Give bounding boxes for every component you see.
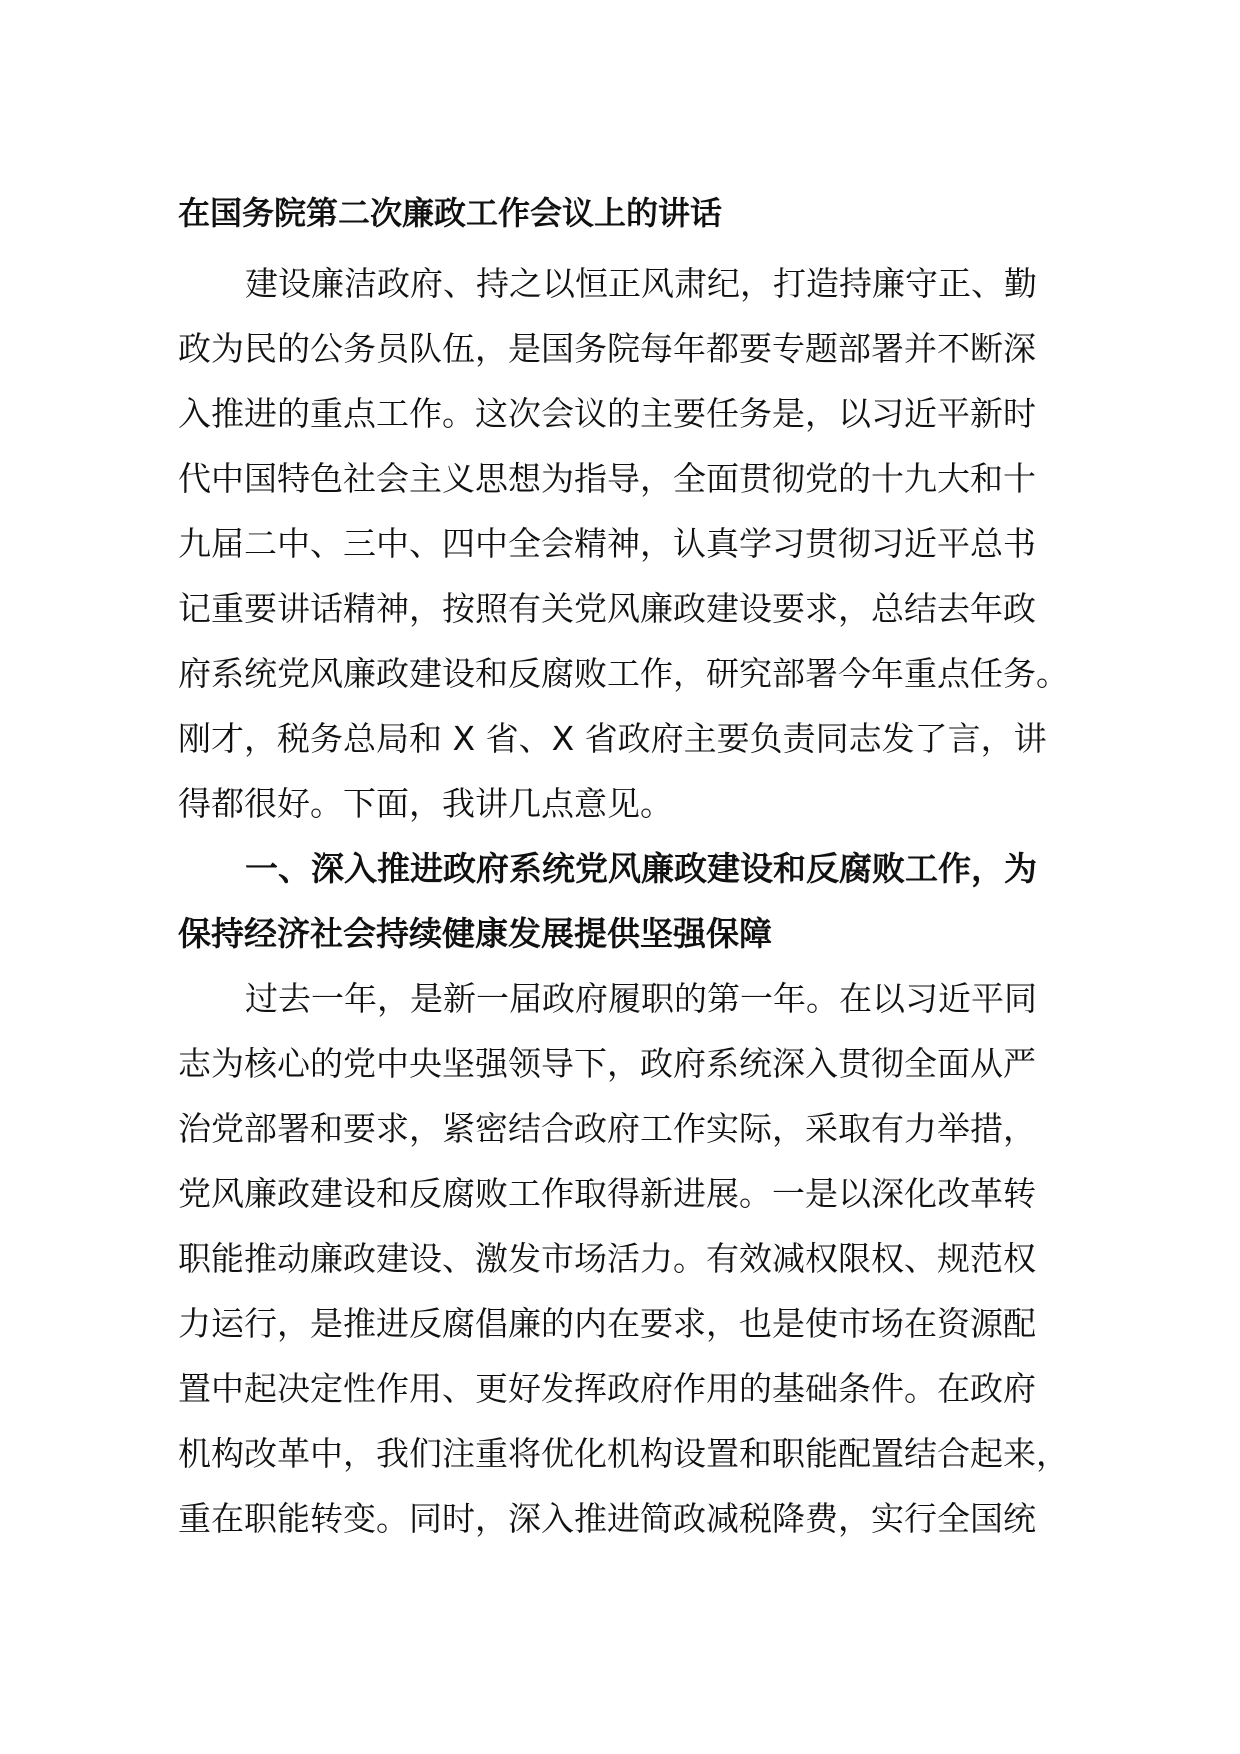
paragraph-line: 建设廉洁政府、持之以恒正风肃纪，打造持廉守正、勤: [245, 264, 1037, 303]
paragraph-line: 得都很好。下面，我讲几点意见。: [178, 784, 673, 823]
section-heading-1: [178, 836, 1070, 966]
paragraph-1: [178, 251, 1070, 836]
paragraph-line: 政为民的公务员队伍，是国务院每年都要专题部署并不断深: [178, 329, 1036, 368]
paragraph-line: 府系统党风廉政建设和反腐败工作，研究部署今年重点任务。: [178, 654, 1069, 693]
paragraph-line: 重在职能转变。同时，深入推进简政减税降费，实行全国统: [178, 1499, 1036, 1538]
paragraph-line: 过去一年，是新一届政府履职的第一年。在以习近平同: [245, 979, 1037, 1018]
paragraph-2: [178, 966, 1070, 1551]
paragraph-line: 记重要讲话精神，按照有关党风廉政建设要求，总结去年政: [178, 589, 1036, 628]
paragraph-line: 代中国特色社会主义思想为指导，全面贯彻党的十九大和十: [178, 459, 1036, 498]
paragraph-line: 刚才，税务总局和 X 省、X 省政府主要负责同志发了言，讲: [178, 719, 1047, 758]
paragraph-line: 力运行，是推进反腐倡廉的内在要求，也是使市场在资源配: [178, 1304, 1036, 1343]
paragraph-line: 治党部署和要求，紧密结合政府工作实际，采取有力举措，: [178, 1109, 1036, 1148]
paragraph-line: 机构改革中，我们注重将优化机构设置和职能配置结合起来，: [178, 1434, 1069, 1473]
heading-line: 一、深入推进政府系统党风廉政建设和反腐败工作，为: [245, 849, 1037, 888]
heading-line: 保持经济社会持续健康发展提供坚强保障: [178, 914, 772, 953]
paragraph-line: 九届二中、三中、四中全会精神，认真学习贯彻习近平总书: [178, 524, 1036, 563]
document-title: 在国务院第二次廉政工作会议上的讲话: [178, 194, 723, 232]
paragraph-line: 入推进的重点工作。这次会议的主要任务是，以习近平新时: [178, 394, 1036, 433]
paragraph-line: 志为核心的党中央坚强领导下，政府系统深入贯彻全面从严: [178, 1044, 1036, 1083]
paragraph-line: 党风廉政建设和反腐败工作取得新进展。一是以深化改革转: [178, 1174, 1036, 1213]
document-body: [178, 188, 1070, 1551]
paragraph-line: 职能推动廉政建设、激发市场活力。有效减权限权、规范权: [178, 1239, 1036, 1278]
paragraph-line: 置中起决定性作用、更好发挥政府作用的基础条件。在政府: [178, 1369, 1036, 1408]
